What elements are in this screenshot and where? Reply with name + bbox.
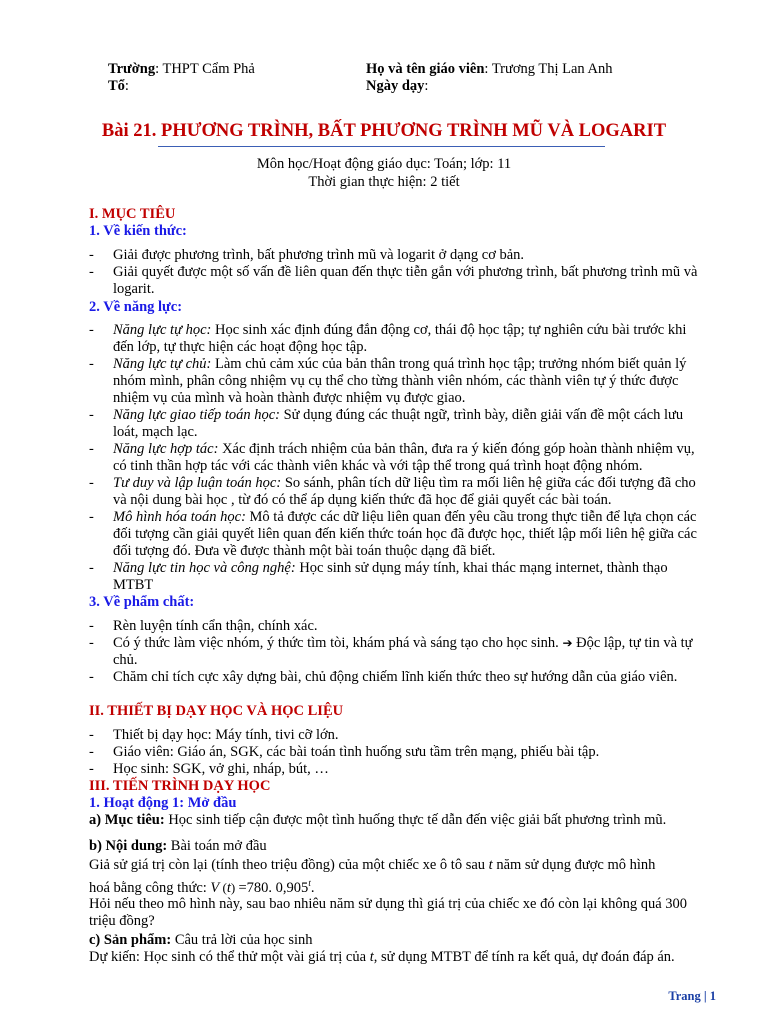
dash-icon: -	[89, 761, 94, 777]
competence-text: Mô tả được các dữ liệu liên quan đến yêu cầu trong thực tiễn để lựa chọn các đối tượng cần giải quyết liên quan đến kiến thức toán học đã được học, thiết lập mối liên hệ giữa các đối tượng đó. Đưa về được thành một bài toán thuộc dạng đã biết.	[113, 509, 697, 559]
section-equipment-heading: II. THIẾT BỊ DẠY HỌC VÀ HỌC LIỆU	[89, 703, 344, 719]
date-line	[366, 77, 428, 95]
list-item	[89, 322, 707, 356]
competence-text: So sánh, phân tích dữ liệu tìm ra mối liên hệ giữa các đối tượng đã cho và nội dung bài học , từ đó có thể áp dụng kiến thức đã học để giải quyết các bài toán.	[113, 475, 696, 508]
list-item	[89, 761, 707, 778]
product-paragraph	[89, 932, 714, 949]
competence-text: Xác định trách nhiệm của bản thân, đưa ra ý kiến đóng góp hoàn thành nhiệm vụ, có tinh thần hợp tác với các thành viên khác và với tập thể trong quá trình hoạt động nhóm.	[113, 441, 695, 474]
list-item-text: Chăm chỉ tích cực xây dựng bài, chủ động chiếm lĩnh kiến thức theo sự hướng dẫn của giáo viên.	[113, 669, 678, 685]
dash-icon: -	[89, 560, 94, 576]
content-paragraph	[89, 838, 714, 855]
list-item	[89, 247, 707, 264]
competence-term: Năng lực tự chủ:	[113, 356, 212, 372]
competence-term: Năng lực hợp tác:	[113, 441, 219, 457]
section-process-heading: III. TIẾN TRÌNH DẠY HỌC	[89, 778, 271, 794]
list-item	[89, 264, 707, 298]
title-rule	[158, 146, 605, 147]
arrow-right-icon: ➔	[562, 636, 573, 650]
variable-t: t	[369, 949, 374, 965]
section-objectives-heading: I. MỤC TIÊU	[89, 206, 176, 222]
question-paragraph: Hỏi nếu theo mô hình này, sau bao nhiêu năm sử dụng thì giá trị của chiếc xe đó còn lại không quá 300 triệu đồng?	[89, 896, 688, 929]
team-label: Tổ	[108, 78, 125, 94]
list-item	[89, 727, 707, 744]
goal-label: a) Mục tiêu:	[89, 812, 165, 828]
dash-icon: -	[89, 635, 94, 651]
school-label: Trường	[108, 61, 156, 77]
school-line	[108, 60, 255, 78]
problem-text: Giả sử giá trị còn lại (tính theo triệu đồng) của một chiếc xe ô tô sau	[89, 857, 489, 873]
dash-icon: -	[89, 322, 94, 338]
list-item	[89, 618, 707, 635]
list-item	[89, 475, 707, 509]
problem-line-1	[89, 857, 714, 874]
competence-term: Mô hình hóa toán học:	[113, 509, 246, 525]
competence-text: Học sinh xác định đúng đắn động cơ, thái độ học tập; tự nghiên cứu bài trước khi đến lớp, tự thực hiện các hoạt động học tập.	[113, 322, 687, 355]
formula-v: V	[210, 879, 220, 896]
school-value: : THPT Cẩm Phả	[155, 61, 255, 77]
list-item	[89, 635, 707, 669]
competence-term: Năng lực tự học:	[113, 322, 212, 338]
dash-icon: -	[89, 509, 94, 525]
list-item-text: Học sinh: SGK, vở ghi, nháp, bút, …	[113, 761, 329, 777]
competence-term: Tư duy và lập luận toán học:	[113, 475, 282, 491]
expected-text: Dự kiến: Học sinh có thể thử một vài giá trị của	[89, 949, 370, 965]
list-item	[89, 407, 707, 441]
list-item	[89, 441, 707, 475]
list-item-text: Giải được phương trình, bất phương trình mũ và logarit ở dạng cơ bản.	[113, 247, 525, 263]
list-item	[89, 356, 707, 407]
dash-icon: -	[89, 744, 94, 760]
list-item-text: Có ý thức làm việc nhóm, ý thức tìm tòi, khám phá và sáng tạo cho học sinh.	[113, 635, 563, 651]
goal-paragraph	[89, 812, 714, 829]
quality-heading: 3. Về phẩm chất:	[89, 594, 195, 610]
competence-term: Năng lực giao tiếp toán học:	[113, 407, 280, 423]
problem-line-2: hoá bằng công thức: V (t) =780. 0,905$^t$.	[89, 878, 315, 896]
problem-text: năm sử dụng được mô hình	[492, 857, 656, 873]
goal-text: Học sinh tiếp cận được một tình huống thực tế dẫn đến việc giải bất phương trình mũ.	[164, 812, 667, 828]
competence-text: Làm chủ cảm xúc của bản thân trong quá trình học tập; trưởng nhóm biết quản lý nhóm mình, phân công nhiệm vụ cụ thể cho từng thành viên nhóm, các thành viên tự ý thức được nhiệm vụ của mình và hoàn thành được nhiệm vụ được giao.	[113, 356, 687, 406]
formula-arg: t	[226, 879, 231, 896]
dash-icon: -	[89, 407, 94, 423]
product-label: c) Sản phẩm:	[89, 932, 172, 948]
competence-heading: 2. Về năng lực:	[89, 299, 183, 315]
list-item-text: Giải quyết được một số vấn đề liên quan đến thực tiễn gắn với phương trình, bất phương trình mũ và logarit.	[113, 264, 698, 297]
team-value: :	[124, 78, 129, 94]
competence-text: Sử dụng đúng các thuật ngữ, trình bày, diễn giải vấn đề một cách lưu loát, mạch lạc.	[113, 407, 684, 440]
time-line: Thời gian thực hiện: 2 tiết	[308, 174, 460, 190]
teacher-line	[366, 60, 612, 78]
subject-line: Môn học/Hoạt động giáo dục: Toán; lớp: 11	[256, 156, 512, 172]
product-text: Câu trả lời của học sinh	[171, 932, 313, 948]
page-title: Bài 21. PHƯƠNG TRÌNH, BẤT PHƯƠNG TRÌNH MŨ VÀ LOGARIT	[101, 121, 667, 141]
dash-icon: -	[89, 247, 94, 263]
formula-rhs: =780. 0,905	[238, 879, 309, 896]
list-item-text-tail: Độc lập, tự tin và tự chủ.	[113, 635, 693, 668]
content-label: b) Nội dung:	[89, 838, 168, 854]
date-value: :	[424, 78, 429, 94]
dash-icon: -	[89, 264, 94, 280]
dash-icon: -	[89, 441, 94, 457]
competence-text: Học sinh sử dụng máy tính, khai thác mạng internet, thành thạo MTBT	[113, 560, 668, 593]
list-item	[89, 560, 707, 594]
dash-icon: -	[89, 356, 94, 372]
team-line	[108, 77, 129, 95]
list-item-text: Rèn luyện tính cẩn thận, chính xác.	[113, 618, 318, 634]
page-number: Trang | 1	[668, 989, 716, 1003]
formula-exponent: t	[308, 878, 311, 888]
list-item	[89, 669, 707, 686]
variable-t: t	[488, 857, 493, 873]
dash-icon: -	[89, 618, 94, 634]
date-label: Ngày dạy	[366, 78, 425, 94]
teacher-label: Họ và tên giáo viên	[366, 61, 485, 77]
teacher-value: : Trương Thị Lan Anh	[484, 61, 613, 77]
list-item-text: Thiết bị dạy học: Máy tính, tivi cỡ lớn.	[113, 727, 339, 743]
dash-icon: -	[89, 727, 94, 743]
dash-icon: -	[89, 669, 94, 685]
formula-end: .	[310, 879, 315, 896]
expected-paragraph	[89, 949, 714, 966]
dash-icon: -	[89, 475, 94, 491]
list-item-text: Giáo viên: Giáo án, SGK, các bài toán tình huống sưu tầm trên mạng, phiếu bài tập.	[113, 744, 600, 760]
expected-text: , sử dụng MTBT để tính ra kết quả, dự đoán đáp án.	[373, 949, 675, 965]
problem-text: hoá bằng công thức:	[89, 879, 211, 896]
knowledge-heading: 1. Về kiến thức:	[89, 223, 187, 239]
list-item	[89, 509, 707, 560]
competence-term: Năng lực tin học và công nghệ:	[113, 560, 296, 576]
list-item	[89, 744, 707, 761]
content-text: Bài toán mở đầu	[167, 838, 267, 854]
activity1-heading: 1. Hoạt động 1: Mở đầu	[89, 795, 237, 811]
